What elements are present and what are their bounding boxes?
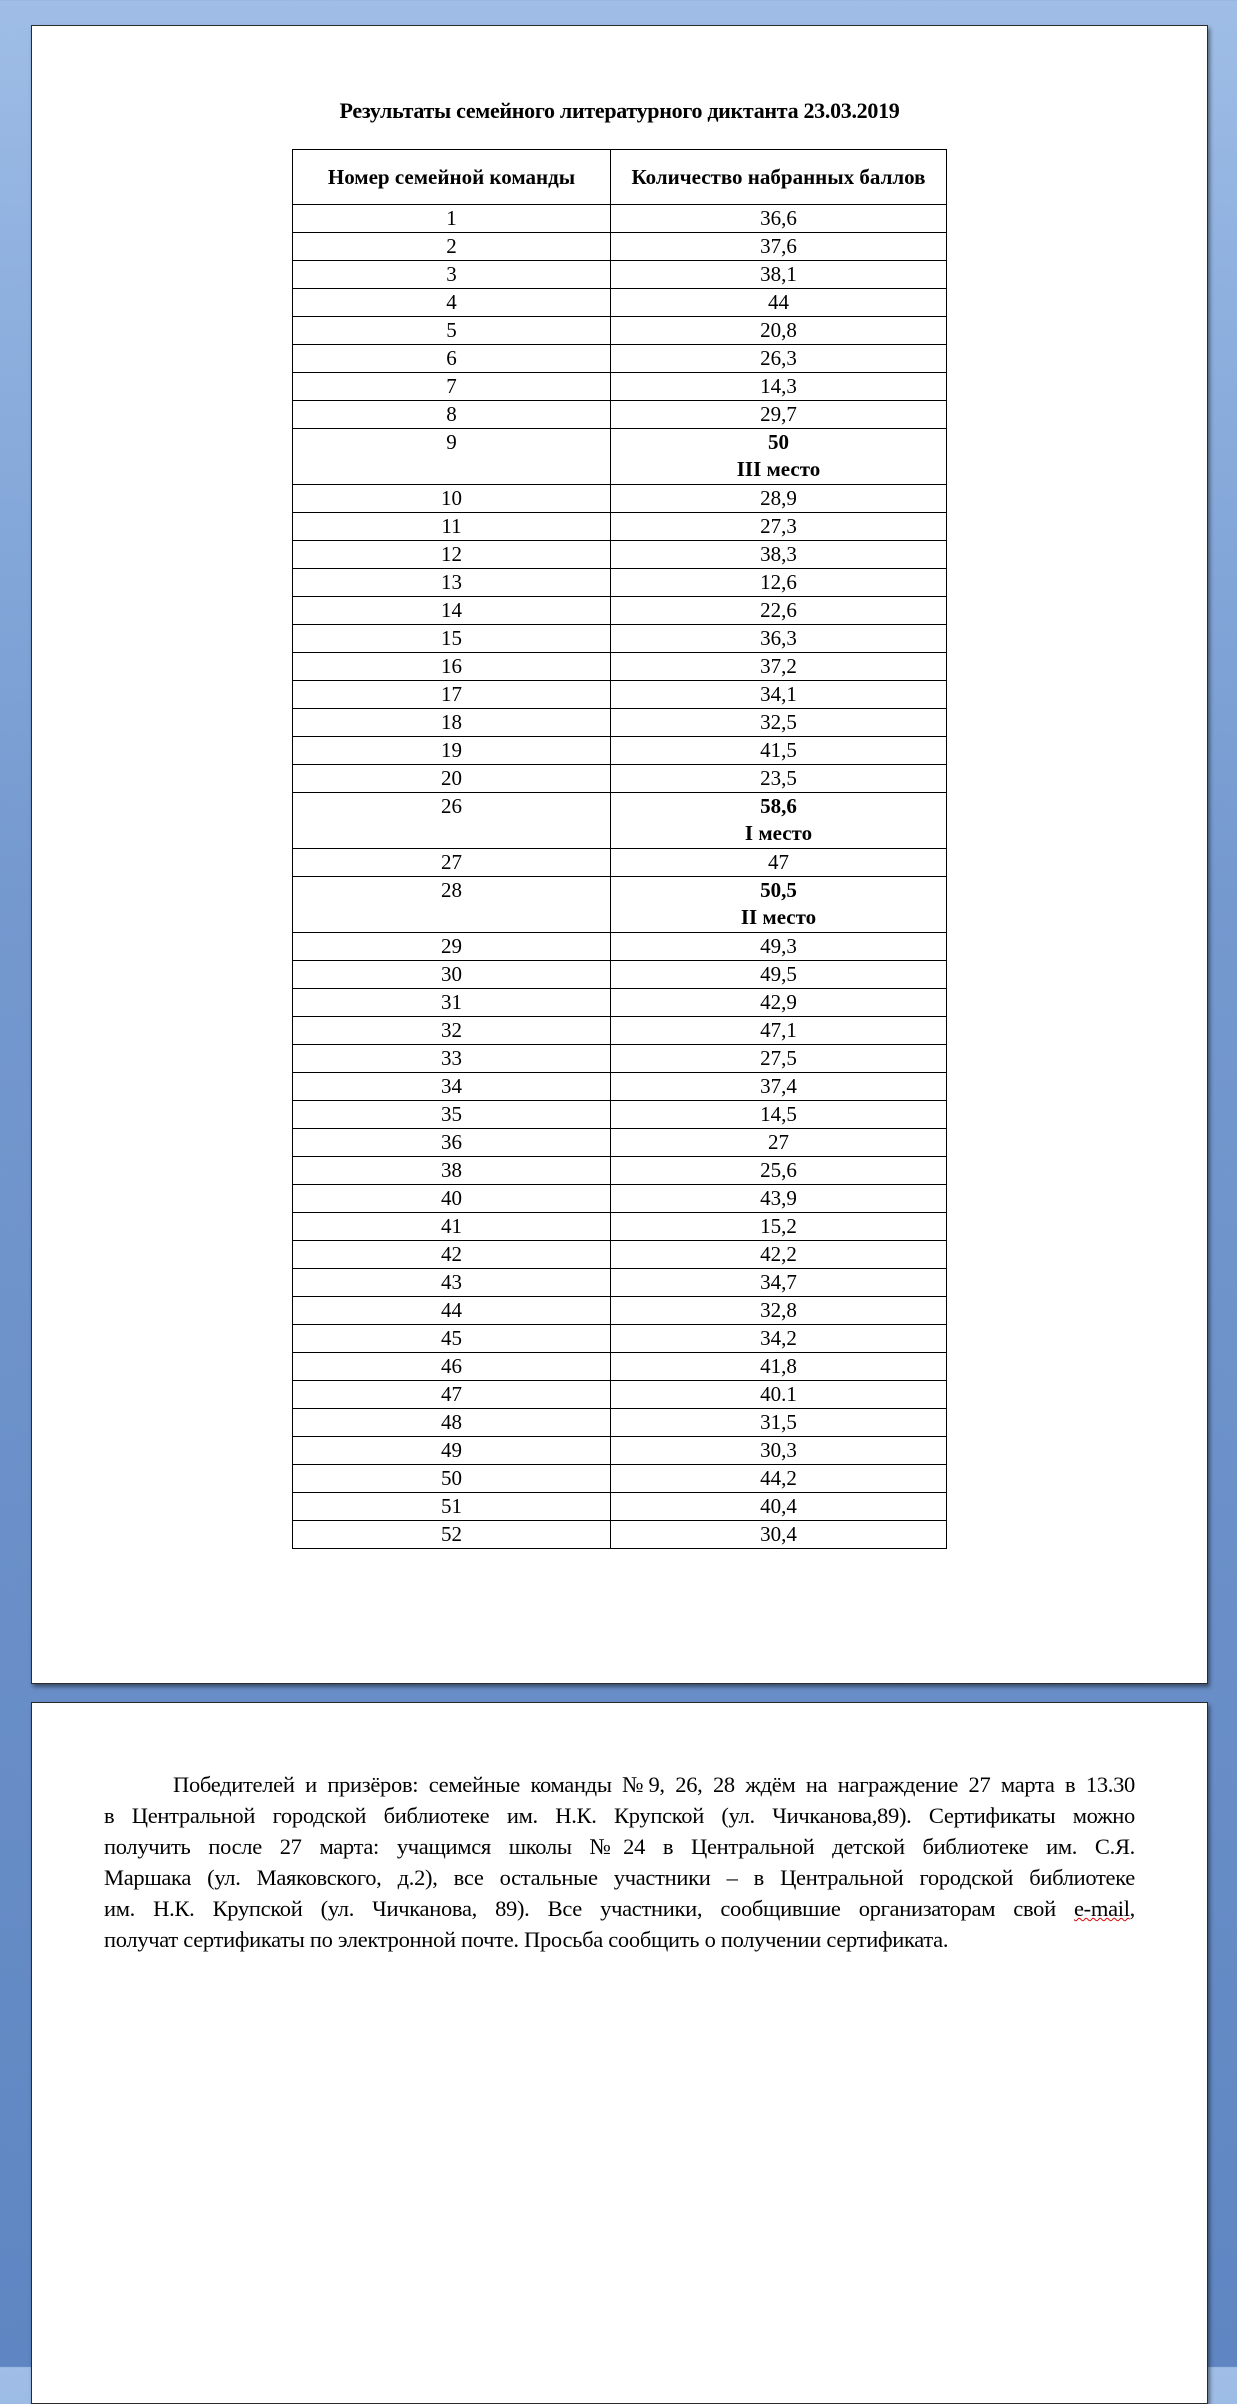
team-number: 47 [293, 1381, 611, 1409]
score-cell [611, 1073, 947, 1101]
score-value: 37,6 [760, 234, 797, 258]
score-cell [611, 373, 947, 401]
table-row [293, 1101, 947, 1129]
table-row [293, 1213, 947, 1241]
table-row [293, 569, 947, 597]
table-row [293, 653, 947, 681]
table-row [293, 1045, 947, 1073]
team-number: 27 [293, 849, 611, 877]
team-number: 4 [293, 289, 611, 317]
table-row [293, 765, 947, 793]
team-number: 19 [293, 737, 611, 765]
table-row [293, 1297, 947, 1325]
score-value: 50,5 [760, 878, 797, 902]
table-row [293, 1157, 947, 1185]
table-row [293, 289, 947, 317]
team-number: 2 [293, 233, 611, 261]
score-cell [611, 933, 947, 961]
paragraph-line: в Центральной городской библиотеке им. Н.К. Крупской (ул. Чичканова,89). Сертификаты можно [104, 1803, 1135, 1828]
team-number: 16 [293, 653, 611, 681]
table-row [293, 205, 947, 233]
table-row [293, 681, 947, 709]
table-row [293, 429, 947, 485]
score-value: 28,9 [760, 486, 797, 510]
team-number: 31 [293, 989, 611, 1017]
score-cell [611, 1297, 947, 1325]
table-row [293, 1129, 947, 1157]
score-value: 25,6 [760, 1158, 797, 1182]
team-number: 42 [293, 1241, 611, 1269]
score-value: 34,7 [760, 1270, 797, 1294]
team-number: 50 [293, 1465, 611, 1493]
score-value: 49,3 [760, 934, 797, 958]
team-number: 34 [293, 1073, 611, 1101]
score-value: 15,2 [760, 1214, 797, 1238]
score-value: 14,5 [760, 1102, 797, 1126]
team-number: 51 [293, 1493, 611, 1521]
team-number: 11 [293, 513, 611, 541]
table-header-row [293, 150, 947, 205]
score-value: 41,8 [760, 1354, 797, 1378]
table-row [293, 709, 947, 737]
score-cell [611, 1409, 947, 1437]
score-cell [611, 205, 947, 233]
score-cell [611, 709, 947, 737]
score-cell [611, 849, 947, 877]
team-number: 46 [293, 1353, 611, 1381]
place-label: II место [740, 905, 817, 929]
score-cell [611, 317, 947, 345]
score-value: 41,5 [760, 738, 797, 762]
header-team-number: Номер семейной команды [293, 150, 611, 205]
score-cell [611, 1465, 947, 1493]
team-number: 48 [293, 1409, 611, 1437]
team-number: 36 [293, 1129, 611, 1157]
team-number: 8 [293, 401, 611, 429]
team-number: 5 [293, 317, 611, 345]
score-value: 23,5 [760, 766, 797, 790]
team-number: 7 [293, 373, 611, 401]
table-row [293, 1437, 947, 1465]
score-cell [611, 989, 947, 1017]
score-cell [611, 261, 947, 289]
score-cell [611, 1213, 947, 1241]
score-value: 42,9 [760, 990, 797, 1014]
score-cell [611, 597, 947, 625]
score-value: 36,3 [760, 626, 797, 650]
team-number: 41 [293, 1213, 611, 1241]
score-value: 37,4 [760, 1074, 797, 1098]
score-value: 34,2 [760, 1326, 797, 1350]
score-value: 36,6 [760, 206, 797, 230]
announcement-paragraph [104, 1769, 1135, 1955]
score-value: 30,3 [760, 1438, 797, 1462]
table-row [293, 1409, 947, 1437]
team-number: 12 [293, 541, 611, 569]
table-row [293, 345, 947, 373]
team-number: 13 [293, 569, 611, 597]
score-cell [611, 737, 947, 765]
table-row [293, 373, 947, 401]
team-number: 43 [293, 1269, 611, 1297]
table-row [293, 513, 947, 541]
table-row [293, 233, 947, 261]
score-cell [611, 1269, 947, 1297]
score-value: 47,1 [760, 1018, 797, 1042]
paragraph-line-text: им. Н.К. Крупской (ул. Чичканова, 89). Все участники, сообщившие организаторам свой [104, 1896, 1074, 1921]
paragraph-line-5 [104, 1893, 1135, 1924]
table-row [293, 1241, 947, 1269]
table-row [293, 1073, 947, 1101]
score-value: 47 [768, 850, 789, 874]
table-row [293, 625, 947, 653]
table-row [293, 485, 947, 513]
document-title: Результаты семейного литературного диктанта 23.03.2019 [339, 98, 900, 123]
score-value: 31,5 [760, 1410, 797, 1434]
table-row [293, 1521, 947, 1549]
paragraph-line: получить после 27 марта: учащимся школы №24 в Центральной детской библиотеке им. С.Я. [104, 1834, 1135, 1859]
score-cell [611, 1381, 947, 1409]
score-value: 27,5 [760, 1046, 797, 1070]
table-row [293, 401, 947, 429]
team-number: 26 [293, 793, 611, 849]
score-value: 40,4 [760, 1494, 797, 1518]
team-number: 3 [293, 261, 611, 289]
score-value: 26,3 [760, 346, 797, 370]
score-cell [611, 569, 947, 597]
score-value: 32,5 [760, 710, 797, 734]
team-number: 52 [293, 1521, 611, 1549]
score-cell [611, 345, 947, 373]
team-number: 45 [293, 1325, 611, 1353]
score-cell [611, 541, 947, 569]
header-score: Количество набранных баллов [611, 150, 947, 205]
paragraph-line: получат сертификаты по электронной почте. Просьба сообщить о получении сертификата. [104, 1927, 949, 1952]
score-cell [611, 961, 947, 989]
table-row [293, 877, 947, 933]
score-value: 20,8 [760, 318, 797, 342]
team-number: 15 [293, 625, 611, 653]
score-cell [611, 625, 947, 653]
score-cell [611, 401, 947, 429]
score-cell [611, 1129, 947, 1157]
table-row [293, 1325, 947, 1353]
results-table [292, 149, 947, 1549]
score-cell [611, 877, 947, 933]
team-number: 28 [293, 877, 611, 933]
score-cell [611, 653, 947, 681]
team-number: 10 [293, 485, 611, 513]
table-row [293, 1185, 947, 1213]
table-row [293, 1381, 947, 1409]
score-cell [611, 681, 947, 709]
score-value: 58,6 [760, 794, 797, 818]
score-cell [611, 1493, 947, 1521]
score-value: 40.1 [760, 1382, 797, 1406]
score-cell [611, 485, 947, 513]
paragraph-line: Победителей и призёров: семейные команды №9, 26, 28 ждём на награждение 27 марта в 13.30 [173, 1772, 1135, 1797]
score-cell [611, 1157, 947, 1185]
team-number: 30 [293, 961, 611, 989]
team-number: 40 [293, 1185, 611, 1213]
score-value: 30,4 [760, 1522, 797, 1546]
team-number: 14 [293, 597, 611, 625]
team-number: 32 [293, 1017, 611, 1045]
score-cell [611, 1241, 947, 1269]
team-number: 6 [293, 345, 611, 373]
score-cell [611, 233, 947, 261]
document-page-2 [31, 1702, 1208, 2404]
score-value: 38,3 [760, 542, 797, 566]
comma: , [1129, 1896, 1135, 1921]
team-number: 44 [293, 1297, 611, 1325]
table-row [293, 989, 947, 1017]
document-page-1 [31, 25, 1208, 1684]
score-cell [611, 429, 947, 485]
misspelled-word[interactable]: e-mail [1074, 1896, 1130, 1921]
team-number: 33 [293, 1045, 611, 1073]
place-label: I место [744, 821, 813, 845]
score-cell [611, 1017, 947, 1045]
team-number: 38 [293, 1157, 611, 1185]
team-number: 49 [293, 1437, 611, 1465]
score-value: 34,1 [760, 682, 797, 706]
score-cell [611, 1353, 947, 1381]
table-row [293, 849, 947, 877]
team-number: 18 [293, 709, 611, 737]
table-row [293, 793, 947, 849]
place-label: III место [736, 457, 821, 481]
score-cell [611, 793, 947, 849]
table-row [293, 1493, 947, 1521]
team-number: 20 [293, 765, 611, 793]
table-row [293, 1269, 947, 1297]
score-cell [611, 513, 947, 541]
score-cell [611, 289, 947, 317]
score-value: 44 [768, 290, 789, 314]
table-row [293, 597, 947, 625]
score-cell [611, 1437, 947, 1465]
score-value: 43,9 [760, 1186, 797, 1210]
team-number: 1 [293, 205, 611, 233]
score-cell [611, 765, 947, 793]
score-value: 42,2 [760, 1242, 797, 1266]
score-cell [611, 1045, 947, 1073]
score-value: 38,1 [760, 262, 797, 286]
table-row [293, 961, 947, 989]
score-value: 27,3 [760, 514, 797, 538]
table-row [293, 1465, 947, 1493]
table-row [293, 933, 947, 961]
score-cell [611, 1521, 947, 1549]
score-value: 50 [768, 430, 789, 454]
score-value: 22,6 [760, 598, 797, 622]
score-value: 37,2 [760, 654, 797, 678]
team-number: 9 [293, 429, 611, 485]
table-row [293, 261, 947, 289]
team-number: 17 [293, 681, 611, 709]
score-value: 44,2 [760, 1466, 797, 1490]
table-row [293, 1017, 947, 1045]
score-value: 14,3 [760, 374, 797, 398]
score-value: 27 [768, 1130, 789, 1154]
score-value: 12,6 [760, 570, 797, 594]
score-cell [611, 1101, 947, 1129]
table-row [293, 541, 947, 569]
team-number: 29 [293, 933, 611, 961]
table-row [293, 317, 947, 345]
score-value: 49,5 [760, 962, 797, 986]
team-number: 35 [293, 1101, 611, 1129]
score-cell [611, 1325, 947, 1353]
paragraph-line: Маршака (ул. Маяковского, д.2), все остальные участники – в Центральной городской библиотеке [104, 1865, 1135, 1890]
score-value: 32,8 [760, 1298, 797, 1322]
score-value: 29,7 [760, 402, 797, 426]
score-cell [611, 1185, 947, 1213]
table-row [293, 1353, 947, 1381]
table-row [293, 737, 947, 765]
